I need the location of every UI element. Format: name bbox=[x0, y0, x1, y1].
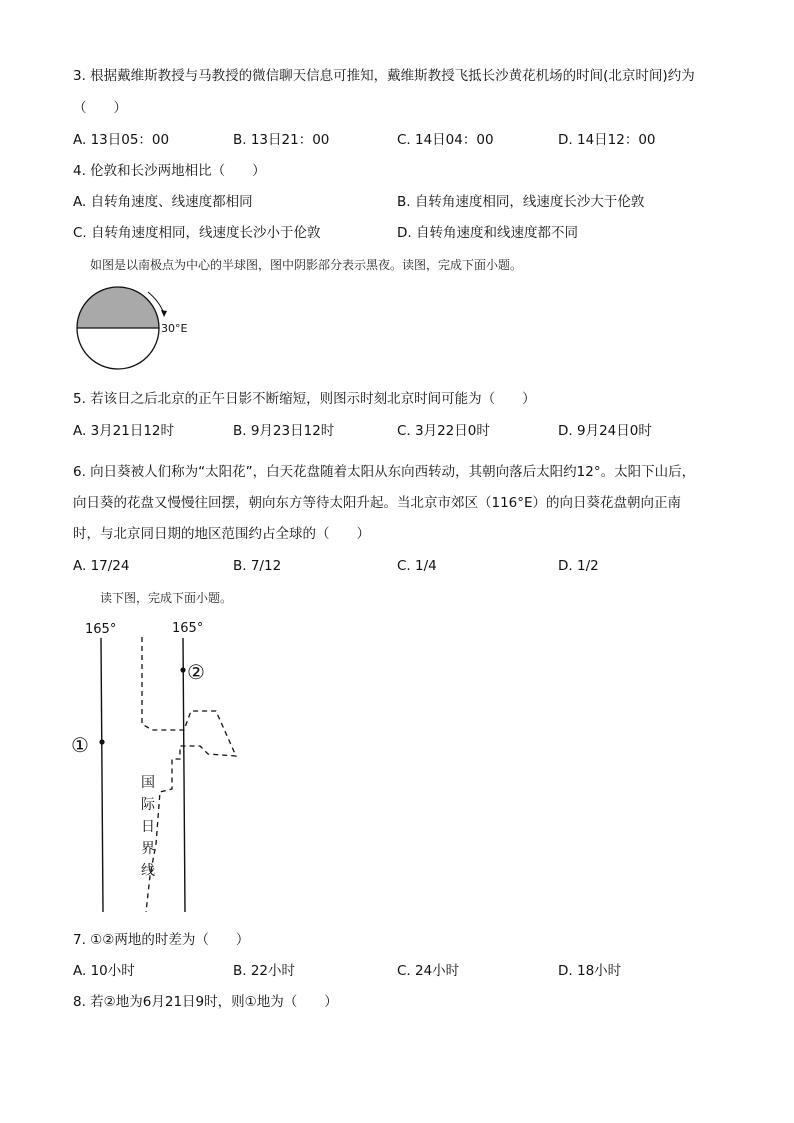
q5-option-a: A. 3月21日12时 bbox=[73, 423, 175, 439]
q6-option-a: A. 17/24 bbox=[73, 558, 130, 574]
q5-option-c: C. 3月22日0时 bbox=[397, 423, 490, 439]
point-2-dot bbox=[180, 667, 185, 672]
date-line-label-char-2: 际 bbox=[141, 797, 155, 813]
q6-stem-line1: 6. 向日葵被人们称为“太阳花”，白天花盘随着太阳从东向西转动，其朝向落后太阳约12°。太阳下山后， bbox=[73, 464, 696, 480]
figure2-intro: 读下图，完成下面小题。 bbox=[100, 591, 233, 605]
right-meridian-line bbox=[183, 638, 185, 912]
left-meridian-label: 165° bbox=[85, 622, 117, 637]
right-meridian-label: 165° bbox=[172, 621, 204, 636]
date-line-label-char-1: 国 bbox=[141, 775, 155, 791]
longitude-label-30e: 30°E bbox=[161, 322, 188, 335]
point-1-dot bbox=[99, 739, 104, 744]
q6-stem-line2: 向日葵的花盘又慢慢往回摆，朝向东方等待太阳升起。当北京市郊区（116°E）的向日葵花盘朝向正南 bbox=[73, 495, 682, 511]
night-shaded-area bbox=[77, 287, 159, 328]
hemisphere-diagram bbox=[60, 284, 210, 379]
q5-stem: 5. 若该日之后北京的正午日影不断缩短，则图示时刻北京时间可能为（ ） bbox=[73, 391, 536, 407]
date-line-label-char-5: 线 bbox=[141, 863, 155, 879]
q3-option-a: A. 13日05：00 bbox=[73, 132, 170, 148]
q5-option-b: B. 9月23日12时 bbox=[233, 423, 335, 439]
point-1-label: ① bbox=[71, 733, 89, 757]
q7-stem: 7. ①②两地的时差为（ ） bbox=[73, 932, 250, 948]
q3-option-c: C. 14日04：00 bbox=[397, 132, 494, 148]
q3-option-b: B. 13日21：00 bbox=[233, 132, 330, 148]
date-line-label-char-3: 日 bbox=[141, 819, 155, 835]
date-line-label-char-4: 界 bbox=[141, 841, 155, 857]
q3-option-d: D. 14日12：00 bbox=[558, 132, 656, 148]
point-2-label: ② bbox=[187, 660, 205, 684]
q6-option-b: B. 7/12 bbox=[233, 558, 282, 574]
q7-option-a: A. 10小时 bbox=[73, 963, 135, 979]
q7-option-d: D. 18小时 bbox=[558, 963, 622, 979]
q6-stem-line3: 时，与北京同日期的地区范围约占全球的（ ） bbox=[73, 526, 370, 542]
q8-stem: 8. 若②地为6月21日9时，则①地为（ ） bbox=[73, 994, 338, 1010]
q3-blank: （ ） bbox=[73, 100, 127, 116]
q4-option-a: A. 自转角速度、线速度都相同 bbox=[73, 194, 253, 210]
q4-option-b: B. 自转角速度相同，线速度长沙大于伦敦 bbox=[397, 194, 645, 210]
q4-stem: 4. 伦敦和长沙两地相比（ ） bbox=[73, 163, 266, 179]
q7-option-c: C. 24小时 bbox=[397, 963, 460, 979]
q3-stem: 3. 根据戴维斯教授与马教授的微信聊天信息可推知，戴维斯教授飞抵长沙黄花机场的时间(北京时间)约为 bbox=[73, 68, 695, 84]
left-meridian-line bbox=[101, 638, 103, 912]
figure1-intro: 如图是以南极点为中心的半球图，图中阴影部分表示黑夜。读图，完成下面小题。 bbox=[90, 258, 523, 272]
q5-option-d: D. 9月24日0时 bbox=[558, 423, 652, 439]
q7-option-b: B. 22小时 bbox=[233, 963, 296, 979]
q4-option-c: C. 自转角速度相同，线速度长沙小于伦敦 bbox=[73, 225, 321, 241]
q4-option-d: D. 自转角速度和线速度都不同 bbox=[397, 225, 578, 241]
q6-option-c: C. 1/4 bbox=[397, 558, 437, 574]
q6-option-d: D. 1/2 bbox=[558, 558, 599, 574]
rotation-arrow-head-icon bbox=[161, 310, 167, 317]
date-line-diagram bbox=[66, 614, 266, 919]
